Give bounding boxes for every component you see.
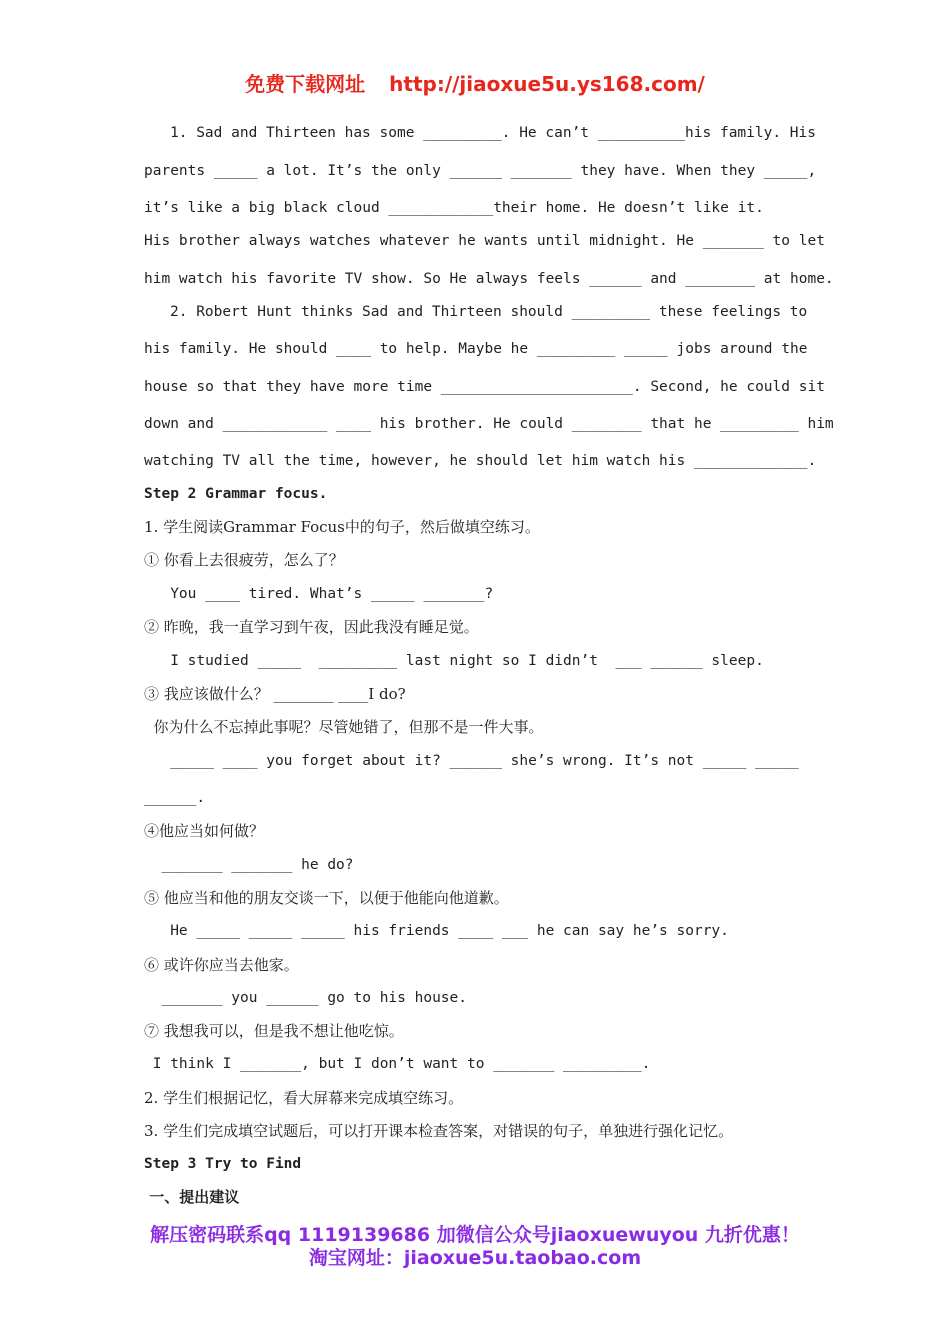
passage-line: down and ____________ ____ his brother. He could ________ that he _________ him — [144, 416, 834, 432]
header-url[interactable]: http://jiaoxue5u.ys168.com/ — [389, 72, 705, 96]
section-heading: Step 2 Grammar focus. — [144, 486, 328, 502]
header-title: 免费下载网址 — [245, 72, 366, 96]
passage-line: parents _____ a lot. It’s the only ______ _______ they have. When they _____, — [144, 163, 817, 179]
exercise-blank: ______. — [144, 790, 206, 806]
download-header — [0, 68, 950, 97]
footer-shop-url[interactable]: 淘宝网址：jiaoxue5u.taobao.com — [308, 1247, 642, 1269]
exercise-prompt: 你为什么不忘掉此事呢？尽管她错了，但那不是一件大事。 — [144, 718, 544, 736]
footer-contact: 解压密码联系qq 1119139686 加微信公众号jiaoxuewuyou 九折优惠！ — [150, 1224, 800, 1246]
exercise-prompt: ④他应当如何做？ — [144, 822, 265, 840]
exercise-blank: _______ you ______ go to his house. — [144, 990, 468, 1006]
exercise-blank: _____ ____ you forget about it? ______ she’s wrong. It’s not _____ _____ — [144, 753, 799, 769]
exercise-prompt: ⑦ 我想我可以，但是我不想让他吃惊。 — [144, 1022, 404, 1040]
passage-line: 2. Robert Hunt thinks Sad and Thirteen should _________ these feelings to — [170, 304, 808, 320]
exercise-blank: You ____ tired. What’s _____ _______? — [144, 586, 494, 602]
section-heading: Step 3 Try to Find — [144, 1156, 302, 1172]
exercise-blank: He _____ _____ _____ his friends ____ ___ he can say he’s sorry. — [144, 923, 729, 939]
exercise-prompt: ⑤ 他应当和他的朋友交谈一下，以便于他能向他道歉。 — [144, 889, 509, 907]
passage-line: it’s like a big black cloud ____________their home. He doesn’t like it. — [144, 200, 764, 216]
passage-line: him watch his favorite TV show. So He always feels ______ and ________ at home. — [144, 271, 834, 287]
exercise-blank: I studied _____ _________ last night so I didn’t ___ ______ sleep. — [144, 653, 764, 669]
instruction-line: 3. 学生们完成填空试题后，可以打开课本检查答案，对错误的句子，单独进行强化记忆。 — [144, 1122, 734, 1140]
instruction-line: 2. 学生们根据记忆，看大屏幕来完成填空练习。 — [144, 1089, 464, 1107]
exercise-blank: I think I _______, but I don’t want to _______ _________. — [144, 1056, 651, 1072]
exercise-prompt: ② 昨晚，我一直学习到午夜，因此我没有睡足觉。 — [144, 618, 479, 636]
exercise-prompt: ① 你看上去很疲劳，怎么了？ — [144, 551, 344, 569]
passage-line: house so that they have more time ______________________. Second, he could sit — [144, 379, 825, 395]
passage-line: watching TV all the time, however, he should let him watch his _____________. — [144, 453, 817, 469]
passage-line: his family. He should ____ to help. Maybe he _________ _____ jobs around the — [144, 341, 808, 357]
subsection-heading: 一、提出建议 — [144, 1188, 240, 1206]
instruction-line: 1. 学生阅读Grammar Focus中的句子，然后做填空练习。 — [144, 518, 540, 536]
exercise-prompt: ③ 我应该做什么？ ________ ____I do? — [144, 685, 406, 703]
exercise-blank: _______ _______ he do? — [144, 857, 354, 873]
exercise-prompt: ⑥ 或许你应当去他家。 — [144, 956, 299, 974]
passage-line: 1. Sad and Thirteen has some _________. He can’t __________his family. His — [170, 125, 817, 141]
passage-line: His brother always watches whatever he wants until midnight. He _______ to let — [144, 233, 825, 249]
